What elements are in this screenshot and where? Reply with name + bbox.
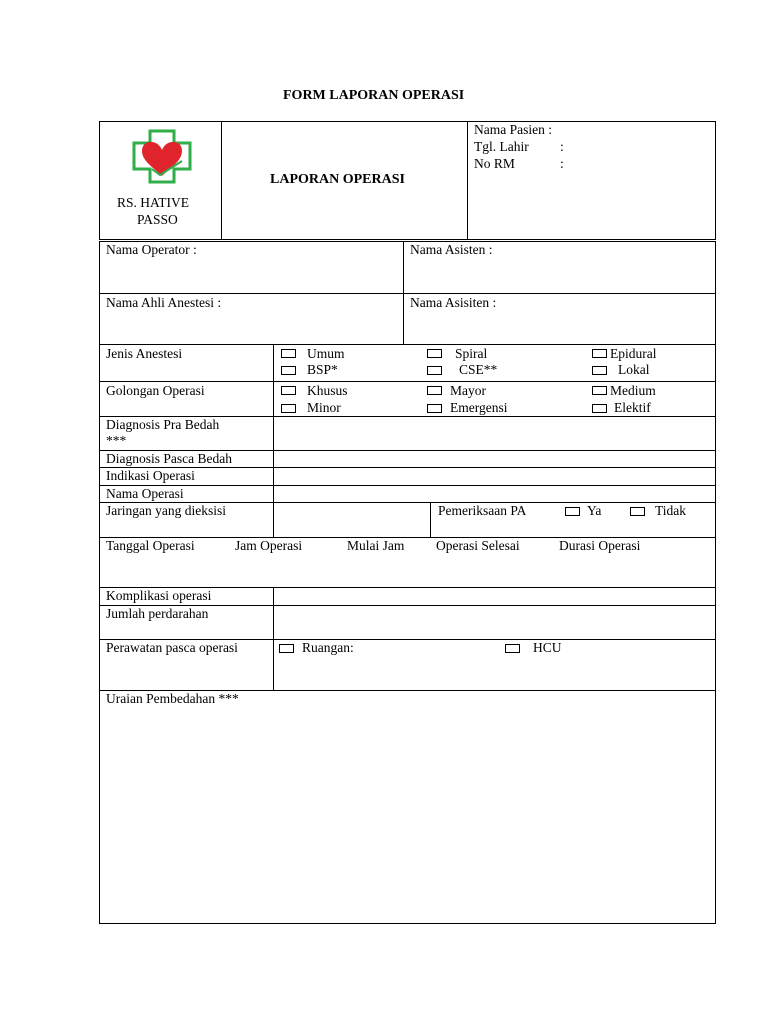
checkbox-emergensi[interactable] <box>427 404 442 413</box>
checkbox-elektif[interactable] <box>592 404 607 413</box>
anesthetist-name-label: Nama Ahli Anestesi : <box>106 295 222 310</box>
option-mayor: Mayor <box>450 383 486 398</box>
checkbox-pa-yes[interactable] <box>565 507 580 516</box>
checkbox-pa-no[interactable] <box>630 507 645 516</box>
tissue-label: Jaringan yang dieksisi <box>106 503 226 518</box>
report-title: LAPORAN OPERASI <box>270 172 405 187</box>
option-cse: CSE** <box>459 362 498 377</box>
postop-care-label: Perawatan pasca operasi <box>106 640 238 655</box>
option-spiral: Spiral <box>455 346 488 361</box>
checkbox-epidural[interactable] <box>592 349 607 358</box>
option-khusus: Khusus <box>307 383 348 398</box>
end-time-label: Operasi Selesai <box>436 538 520 553</box>
surgery-description-label: Uraian Pembedahan *** <box>106 691 239 706</box>
checkbox-mayor[interactable] <box>427 386 442 395</box>
assistant-name-label: Nama Asisten : <box>410 242 493 257</box>
hospital-name-line1: RS. HATIVE <box>117 195 190 210</box>
rm-number-colon: : <box>560 156 564 171</box>
option-pa-no: Tidak <box>655 503 687 518</box>
start-time-label: Mulai Jam <box>347 538 405 553</box>
patient-name-label: Nama Pasien : <box>474 122 552 137</box>
option-medium: Medium <box>610 383 656 398</box>
checkbox-bsp[interactable] <box>281 366 296 375</box>
operation-time-label: Jam Operasi <box>235 538 303 553</box>
diagnosis-pre-label: Diagnosis Pra Bedah <box>106 417 220 432</box>
form-title: FORM LAPORAN OPERASI <box>283 88 465 103</box>
option-umum: Umum <box>307 346 345 361</box>
duration-label: Durasi Operasi <box>559 538 641 553</box>
checkbox-khusus[interactable] <box>281 386 296 395</box>
indication-label: Indikasi Operasi <box>106 468 195 483</box>
diagnosis-post-label: Diagnosis Pasca Bedah <box>106 451 232 466</box>
checkbox-lokal[interactable] <box>592 366 607 375</box>
checkbox-medium[interactable] <box>592 386 607 395</box>
checkbox-minor[interactable] <box>281 404 296 413</box>
birth-date-label: Tgl. Lahir <box>474 139 529 154</box>
operator-name-label: Nama Operator : <box>106 242 197 257</box>
operation-date-label: Tanggal Operasi <box>106 538 195 553</box>
pa-exam-label: Pemeriksaan PA <box>438 503 527 518</box>
checkbox-cse[interactable] <box>427 366 442 375</box>
anesthesia-type-label: Jenis Anestesi <box>106 346 183 361</box>
option-emergensi: Emergensi <box>450 400 508 415</box>
checkbox-umum[interactable] <box>281 349 296 358</box>
operation-name-label: Nama Operasi <box>106 486 184 501</box>
complication-label: Komplikasi operasi <box>106 588 212 603</box>
assistant2-name-label: Nama Asisiten : <box>410 295 497 310</box>
checkbox-room[interactable] <box>279 644 294 653</box>
option-epidural: Epidural <box>610 346 657 361</box>
diagnosis-pre-marker: *** <box>106 433 127 448</box>
option-hcu: HCU <box>533 640 562 655</box>
option-bsp: BSP* <box>307 362 338 377</box>
option-room: Ruangan: <box>302 640 354 655</box>
option-pa-yes: Ya <box>587 503 602 518</box>
operation-group-label: Golongan Operasi <box>106 383 205 398</box>
option-minor: Minor <box>307 400 341 415</box>
hospital-name-line2: PASSO <box>137 212 178 227</box>
option-elektif: Elektif <box>614 400 651 415</box>
checkbox-spiral[interactable] <box>427 349 442 358</box>
option-lokal: Lokal <box>618 362 650 377</box>
rm-number-label: No RM <box>474 156 515 171</box>
checkbox-hcu[interactable] <box>505 644 520 653</box>
hospital-logo-icon <box>130 128 194 186</box>
birth-date-colon: : <box>560 139 564 154</box>
bleeding-label: Jumlah perdarahan <box>106 606 209 621</box>
